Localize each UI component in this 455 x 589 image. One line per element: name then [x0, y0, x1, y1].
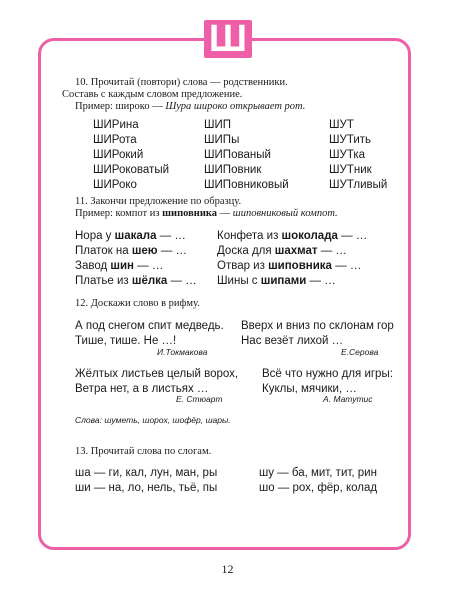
poem-2: [241, 319, 394, 349]
word: ШУТ: [329, 119, 354, 131]
word: ШИРота: [93, 134, 137, 146]
phrase: Нора у шакала — …: [75, 230, 186, 242]
poem-3: [75, 367, 238, 397]
ex10-column-2: [204, 118, 289, 193]
word: ШИПованый: [204, 149, 271, 161]
poem-line: Тише, тише. Не …!: [75, 335, 177, 347]
ex10-column-3: [329, 118, 387, 193]
word: ШИПовниковый: [204, 179, 289, 191]
ex13-right-column: [259, 466, 377, 496]
poem-line: Всё что нужно для игры:: [262, 368, 393, 380]
syllable-row: шо — рох, фёр, колад: [259, 482, 378, 494]
page-number: 12: [221, 562, 234, 576]
phrase: Конфета из шоколада — …: [217, 230, 368, 242]
word: ШУТник: [329, 164, 372, 176]
word: ШИРоко: [93, 179, 137, 191]
phrase: Отвар из шиповника — …: [217, 260, 362, 272]
ex11-right-column: [217, 229, 367, 289]
ex12-words: Слова: шуметь, шорох, шофёр, шары.: [75, 415, 231, 425]
phrase: Шины с шипами — …: [217, 275, 336, 287]
poem-1-author: И.Токмакова: [157, 347, 208, 357]
word: ШУТка: [329, 149, 366, 161]
word: ШИРокий: [93, 149, 144, 161]
ex13-left-column: [75, 466, 217, 496]
ex13-title: 13. Прочитай слова по слогам.: [75, 446, 212, 457]
poem-line: Жёлтых листьев целый ворох,: [75, 368, 239, 380]
poem-3-author: Е. Стюарт: [176, 394, 223, 404]
poem-4-author: А. Матутис: [323, 394, 373, 404]
syllable-row: шу — ба, мит, тит, рин: [259, 467, 377, 479]
letter-badge: Ш: [204, 20, 252, 58]
ex11-example: [75, 208, 338, 220]
ex10-example-label: Пример: широко —: [75, 101, 166, 112]
ex11-left-column: [75, 229, 197, 289]
word: ШИРоковатый: [93, 164, 170, 176]
poem-line: Куклы, мячики, …: [262, 383, 357, 395]
ex10-column-1: [93, 118, 169, 193]
poem-4: [262, 367, 393, 397]
ex11-title: 11. Закончи предложение по образцу.: [75, 196, 242, 207]
poem-2-author: Е.Серова: [341, 347, 379, 357]
phrase: Платье из шёлка — …: [75, 275, 197, 287]
word: ШУТливый: [329, 179, 388, 191]
syllable-row: ша — ги, кал, лун, ман, ры: [75, 467, 218, 479]
ex10-title: 10. Прочитай (повтори) слова — родственники.: [75, 77, 288, 88]
ex11-example-mid: —: [217, 208, 233, 219]
poem-1: [75, 319, 224, 349]
ex11-example-pre: Пример: компот из: [75, 208, 163, 219]
word: ШУТить: [329, 134, 372, 146]
phrase: Завод шин — …: [75, 260, 164, 272]
ex10-line2: Составь с каждым словом предложение.: [62, 89, 243, 100]
ex12-title: 12. Доскажи слово в рифму.: [75, 298, 200, 309]
syllable-row: ши — на, ло, нель, тьё, пы: [75, 482, 218, 494]
word: ШИПы: [204, 134, 240, 146]
word: ШИПовник: [204, 164, 262, 176]
ex10-example: [75, 101, 305, 113]
poem-line: Ветра нет, а в листьях …: [75, 383, 209, 395]
poem-line: А под снегом спит медведь.: [75, 320, 224, 332]
poem-line: Вверх и вниз по склонам гор: [241, 320, 394, 332]
poem-line: Нас везёт лихой …: [241, 335, 344, 347]
ex11-example-bold: шиповника: [162, 208, 218, 219]
ex11-example-result: шиповниковый компот.: [232, 208, 338, 219]
phrase: Доска для шахмат — …: [217, 245, 347, 257]
word: ШИП: [204, 119, 232, 131]
word: ШИРина: [93, 119, 139, 131]
phrase: Платок на шею — …: [75, 245, 188, 257]
ex10-example-text: Шура широко открывает рот.: [165, 101, 306, 112]
